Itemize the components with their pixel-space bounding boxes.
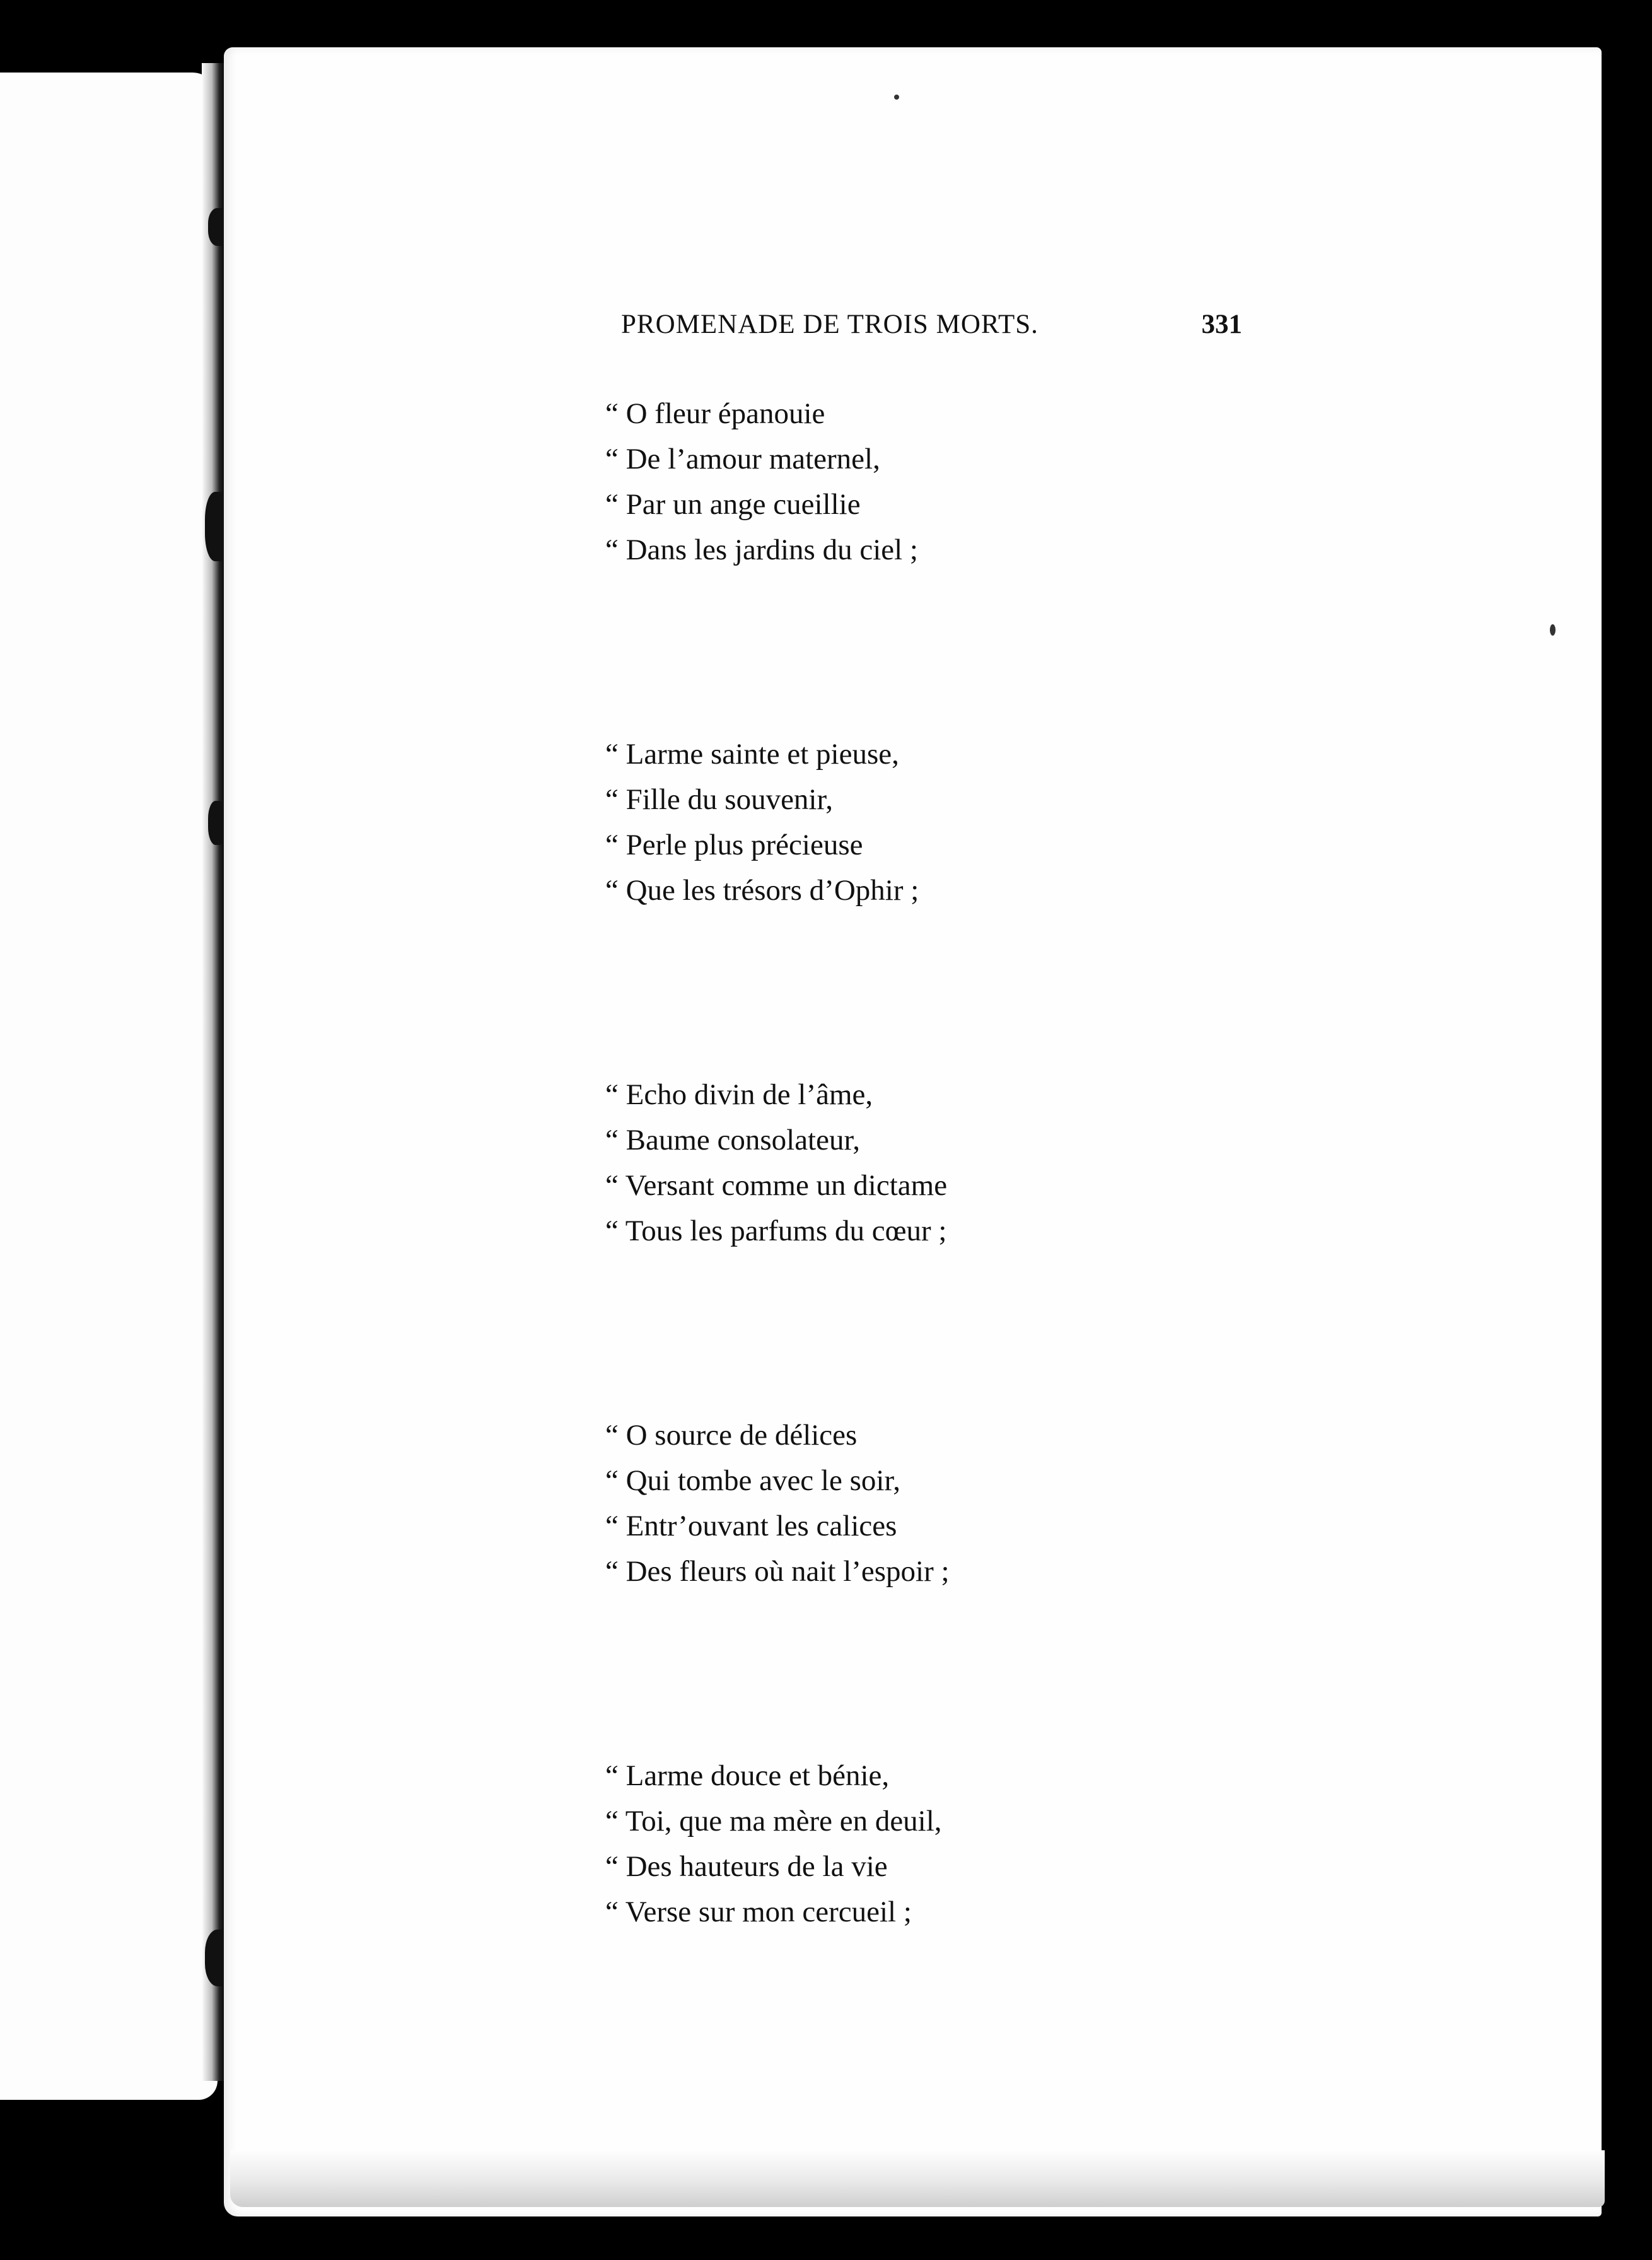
running-title: PROMENADE DE TROIS MORTS. <box>621 310 1038 339</box>
verse-line: “ Larme douce et bénie, <box>605 1759 890 1792</box>
verse-line: “ Par un ange cueillie <box>605 488 861 521</box>
verse-line: “ Qui tombe avec le soir, <box>605 1464 900 1497</box>
verse-line: “ Perle plus précieuse <box>605 829 863 861</box>
verse-line: “ De l’amour maternel, <box>605 443 880 475</box>
ink-speck <box>894 95 899 100</box>
verse-line: “ O source de délices <box>605 1419 858 1452</box>
stanza <box>605 731 1236 913</box>
verse-line: “ Baume consolateur, <box>605 1124 860 1156</box>
verse-line: “ Verse sur mon cercueil ; <box>605 1896 912 1928</box>
verse-line: “ Toi, que ma mère en deuil, <box>605 1805 942 1838</box>
verse-line: “ Entr’ouvant les calices <box>605 1510 897 1542</box>
page-header <box>621 309 1242 353</box>
verse-line: “ Des hauteurs de la vie <box>605 1850 888 1883</box>
verse-line: “ Dans les jardins du ciel ; <box>605 533 918 566</box>
stanza <box>605 1412 1236 1594</box>
book-gutter <box>202 63 227 2081</box>
page-bottom-edge <box>230 2150 1605 2207</box>
verse-line: “ Larme sainte et pieuse, <box>605 738 899 771</box>
verse-line: “ Des fleurs où nait l’espoir ; <box>605 1555 950 1588</box>
verse-line: “ O fleur épanouie <box>605 397 825 430</box>
poem <box>605 391 1236 2094</box>
stanza <box>605 1072 1236 1254</box>
verse-line: “ Versant comme un dictame <box>605 1169 948 1202</box>
ink-speck <box>1550 624 1556 636</box>
facing-page-edge <box>0 73 218 2100</box>
page-number: 331 <box>1201 310 1242 339</box>
verse-line: “ Echo divin de l’âme, <box>605 1078 873 1111</box>
verse-line: “ Que les trésors d’Ophir ; <box>605 874 919 907</box>
stanza <box>605 391 1236 573</box>
stanza <box>605 1753 1236 1935</box>
verse-line: “ Fille du souvenir, <box>605 783 834 816</box>
verse-line: “ Tous les parfums du cœur ; <box>605 1214 947 1247</box>
